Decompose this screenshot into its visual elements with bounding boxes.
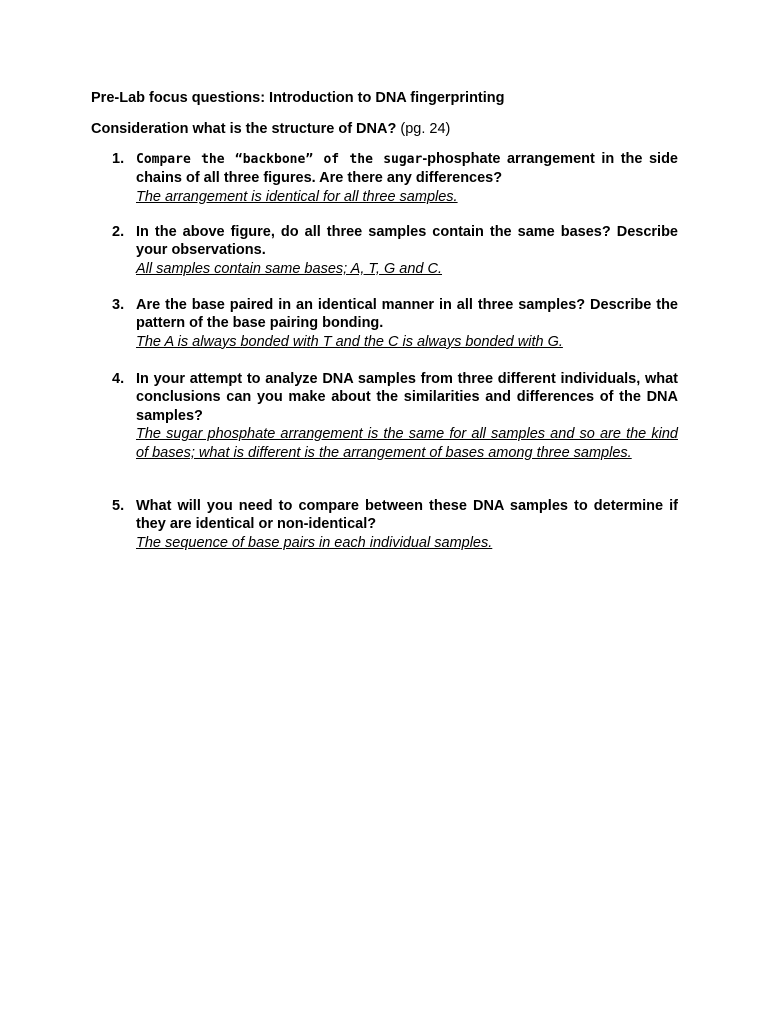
answer-text: All samples contain same bases; A, T, G and C.: [136, 260, 442, 277]
question-text-rest: -phosphate arrangement in the side chains of all three figures. Are there any differences?: [136, 151, 678, 187]
question-text: In the above figure, do all three samples contain the same bases? Describe your observations.: [136, 224, 678, 259]
question-item-4: [112, 370, 678, 462]
question-text: In your attempt to analyze DNA samples from three different individuals, what conclusions can you make about the similarities and differences of the DNA samples?: [136, 371, 678, 424]
question-number: 5.: [112, 498, 125, 514]
page-title: Pre-Lab focus questions: Introduction to DNA fingerprinting: [91, 90, 505, 106]
question-text-prefix: Compare the “backbone” of the sugar: [136, 152, 423, 167]
question-number: 1.: [112, 151, 125, 167]
page-reference: (pg. 24): [396, 121, 451, 137]
answer-text: The A is always bonded with T and the C is always bonded with G.: [136, 333, 563, 350]
section-heading: [91, 120, 450, 138]
question-text: [136, 150, 678, 188]
section-heading-text: Consideration what is the structure of DNA?: [91, 121, 397, 137]
question-number: 2.: [112, 224, 125, 240]
answer-text: The arrangement is identical for all three samples.: [136, 188, 458, 205]
question-item-1: [112, 150, 678, 206]
question-item-2: [112, 223, 678, 278]
answer-text: The sugar phosphate arrangement is the same for all samples and so are the kind of bases; what is different is the arrangement of bases among three samples.: [136, 426, 678, 461]
question-number: 4.: [112, 371, 125, 387]
answer-text: The sequence of base pairs in each individual samples.: [136, 534, 493, 551]
question-text: Are the base paired in an identical manner in all three samples? Describe the pattern of the base pairing bonding.: [136, 297, 678, 332]
question-item-5: [112, 497, 678, 552]
question-number: 3.: [112, 297, 125, 313]
question-text: What will you need to compare between these DNA samples to determine if they are identical or non-identical?: [136, 498, 678, 533]
question-item-3: [112, 296, 678, 351]
